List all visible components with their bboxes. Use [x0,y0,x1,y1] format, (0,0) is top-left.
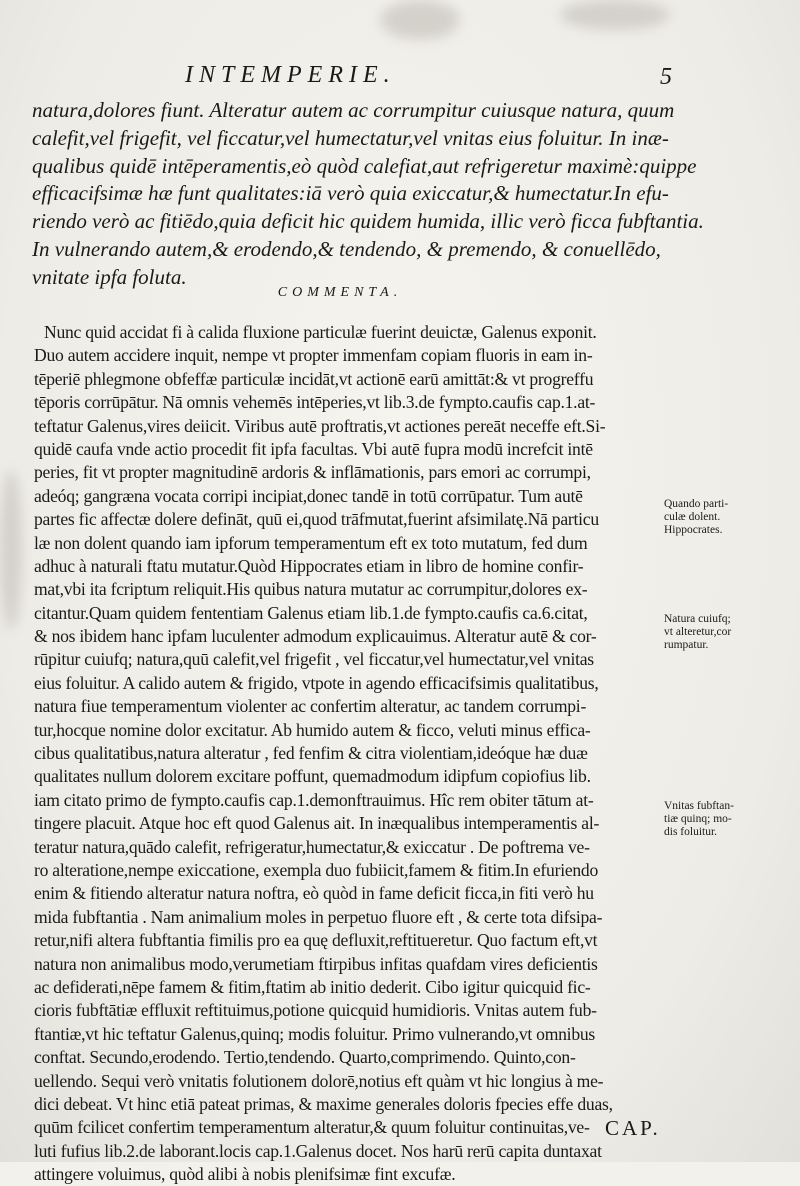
commentary-line: luti fufius lib.2.de laborant.locis cap.1.Galenus docet. Nos harū rerū capita duntaxat [34,1140,602,1161]
marginal-note [664,613,800,652]
marginal-note [664,800,800,839]
marginal-note-line: Quando parti- [664,498,729,510]
commentary-line: teratur natura,quādo calefit, refrigeratur,humectatur,& exiccatur . De poftrema ve- [34,836,590,857]
ink-smudge [560,0,670,30]
marginal-note [664,498,800,537]
commentary-line: citantur.Quam quidem fententiam Galenus etiam lib.1.de fympto.caufis ca.6.citat, [34,602,588,623]
commentary-line: mida fubftantia . Nam animalium moles in perpetuo fluore eft , & certe tota difsipa- [34,906,603,927]
commentary-line: partes fic affectæ dolere defināt, quū ei,quod trāfmutat,fuerint afsimilatę.Nā particu [34,509,599,530]
commentary-line: mat,vbi ita fcriptum reliquit.His quibus natura mutatur ac corrumpitur,dolores ex- [34,579,588,600]
commentary-line: teftatur Galenus,vires deiicit. Viribus autē proftratis,vt actiones pereāt neceffe eft.Si- [34,415,606,436]
commentary-line: attingere voluimus, quòd alibi à nobis plenifsimæ fint excufæ. [34,1164,456,1185]
marginal-note-line: tiæ quinq; mo- [664,813,732,825]
ink-smudge [0,470,22,630]
ink-smudge [380,0,460,40]
main-text [32,97,704,292]
text-line: efficacifsimæ hæ funt qualitates:iā verò quia exiccatur,& humectatur.In efu- [32,181,669,206]
commentary-line: rūpitur cuiufq; natura,quū calefit,vel frigefit , vel ficcatur,vel humectatur,vel vnitas [34,649,594,670]
text-line: vnitate ipfa foluta. [32,264,187,289]
commentary-line: natura non animalibus modo,verumetiam ftirpibus infitas quafdam vires deficientis [34,953,598,974]
commentary-line: ro alteratione,nempe exiccatione, exempla duo fubiicit,famem & fitim.In efuriendo [34,859,599,880]
commentary-text [34,321,658,1186]
running-head: INTEMPERIE. [185,62,396,88]
commentary-line: ftantiæ,vt hic teftatur Galenus,quinq; modis foluitur. Primo vulnerando,vt omnibus [34,1023,596,1044]
commentary-line: tēporis corrūpātur. Nā omnis vehemēs intēperies,vt lib.3.de fympto.caufis cap.1.at- [34,392,596,413]
commentary-line: cibus qualitatibus,natura alteratur , fed fenfim & citra violentiam,ideóque hæ duæ [34,743,588,764]
commentary-line: quūm fcilicet confertim temperamentum alteratur,& quum foluitur continuitas,ve- [34,1117,590,1138]
commentary-line: Duo autem accidere inquit, nempe vt propter immenfam copiam fluoris in eam in- [34,345,593,366]
commentary-line: conftat. Secundo,erodendo. Tertio,tendendo. Quarto,comprimendo. Quinto,con- [34,1047,576,1068]
marginal-note-line: culæ dolent. [664,511,721,523]
commentary-line: Nunc quid accidat fi à calida fluxione particulæ fuerint deuictæ, Galenus exponit. [44,322,597,342]
commentary-line: tingere placuit. Atque hoc eft quod Galenus ait. In inæqualibus intemperamentis al- [34,813,600,834]
commentary-line: uellendo. Sequi verò vnitatis folutionem dolorē,notius eft quàm vt hic longius à me- [34,1070,604,1091]
commentary-line: adhuc à naturali ftatu mutatur.Quòd Hippocrates etiam in libro de homine confir- [34,555,584,576]
commentary-line: iam citato primo de fympto.caufis cap.1.demonftrauimus. Hîc rem obiter tātum at- [34,789,594,810]
comment-heading: COMMENTA. [277,285,403,300]
marginal-note-line: Vnitas fubftan- [664,800,734,812]
commentary-line: ac defiderati,nēpe famem & fitim,ftatim ab initio dederit. Cibo igitur quicquid fic- [34,976,591,997]
commentary-line: læ non dolent quando iam ipforum temperamentum eft ex toto mutatum, fed dum [34,532,588,553]
commentary-line: cioris fubftātiæ effluxit reftituimus,potione quicquid humidioris. Vnitas autem fub- [34,1000,597,1021]
commentary-line: tēperiē phlegmone obfeffæ particulæ incidāt,vt actionē earū amittāt:& vt progreffu [34,368,594,389]
text-line: riendo verò ac fitiēdo,quia deficit hic quidem humida, illic verò ficca fubftantia. [32,209,704,234]
page-number: 5 [660,64,672,90]
marginal-note-line: vt alteretur,cor [664,626,732,638]
commentary-line: enim & fitiendo alteratur natura noftra, eò quòd in fame deficit ficca,in fiti verò hu [34,883,594,904]
commentary-line: peries, fit vt propter magnitudinē ardoris & inflāmationis, pars emori ac corrumpi, [34,462,591,483]
commentary-line: retur,nifi altera fubftantia fimilis pro ea quę defluxit,reftitueretur. Quo factum eft,vt [34,930,598,951]
text-line: qualibus quidē intēperamentis,eò quòd calefiat,aut refrigeretur maximè:quippe [32,153,697,178]
commentary-line: dici debeat. Vt hinc etiā pateat primas, & maxime generales doloris fpecies effe duas, [34,1093,613,1114]
commentary-line: eius foluitur. A calido autem & frigido, vtpote in agendo efficacifsimis qualitatibus, [34,672,599,693]
commentary-line: qualitates nullum dolorem excitare poffunt, quemadmodum idipfum copiofius lib. [34,766,591,787]
marginal-note-line: Hippocrates. [664,524,723,536]
text-line: In vulnerando autem,& erodendo,& tendendo, & premendo, & conuellēdo, [32,236,661,261]
text-line: natura,dolores fiunt. Alteratur autem ac corrumpitur cuiusque natura, quum [32,98,675,122]
marginal-note-line: Natura cuiufq; [664,613,731,625]
commentary-line: quidē caufa vnde actio procedit fit ipfa facultas. Vbi autē fupra modū increfcit intē [34,438,593,459]
catchword: CAP. [605,1116,661,1140]
commentary-line: natura fiue temperamentum violenter ac confertim alteratur, ac tandem corrumpi- [34,696,587,717]
commentary-line: & nos ibidem hanc ipfam luculenter admodum explicauimus. Alteratur autē & cor- [34,626,597,647]
text-line: calefit,vel frigefit, vel ficcatur,vel humectatur,vel vnitas eius foluitur. In inæ- [32,125,669,150]
marginal-note-line: rumpatur. [664,639,709,651]
commentary-line: adeóq; gangræna vocata corripi incipiat,donec tandē in totū corrūpatur. Tum autē [34,485,583,506]
marginal-note-line: dis foluitur. [664,826,718,838]
commentary-line: tur,hocque nomine dolor excitatur. Ab humido autem & ficco, veluti minus effica- [34,719,591,740]
